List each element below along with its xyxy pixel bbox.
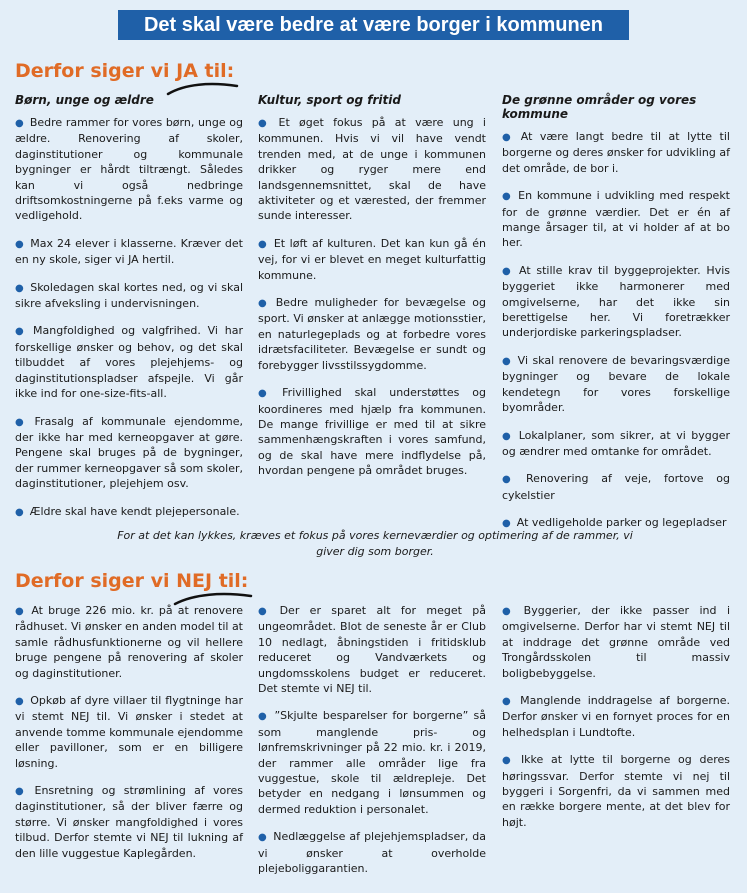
nej-column-2 — [258, 603, 486, 889]
list-item: ● Ensretning og strømlining af vores daginstitutioner, så der bliver færre og større. Vi ønsker mangfoldighed i vores tilbud. Derfor stemte vi NEJ til lukning af den lille vuggestue Kaplegården. — [15, 784, 243, 860]
list-item: ● Lokalplaner, som sikrer, at vi bygger og ændrer med omtanke for området. — [502, 428, 730, 458]
list-item: ● At bruge 226 mio. kr. på at renovere rådhuset. Vi ønsker en anden model til at samle rådhusfunktionerne og vil hellere bruge pengene på renovering af skoler og daginstitutioner. — [15, 604, 243, 680]
list-item: ● Frivillighed skal understøttes og koordineres med hjælp fra kommunen. De mange frivillige er med til at sikre sammenhængskraften i vores samfund, og de skal have mere indflydelse på, hvordan pengene på området bruges. — [258, 386, 486, 478]
list-item: ● Opkøb af dyre villaer til flygtninge har vi stemt NEJ til. Vi ønsker i stedet at anvende tomme kommunale ejendomme eller pavilloner, som er en billigere løsning. — [15, 694, 243, 770]
list-item: ● Manglende inddragelse af borgerne. Derfor ønsker vi en fornyet proces for en helhedsplan i Lundtofte. — [502, 694, 730, 739]
page-header: Det skal være bedre at være borger i kommunen — [118, 10, 629, 40]
list-item: ● Mangfoldighed og valgfrihed. Vi har forskellige ønsker og behov, og det skal tilbuddet af vores plejehjems- og daginstitutionspladser afspejle. Vi går ikke ind for one-size-fits-all. — [15, 324, 243, 401]
list-item: ● Et øget fokus på at være ung i kommunen. Hvis vi vil have vendt trenden med, at de unge i kommunen drikker og ryger mere end landsgennemsnittet, skal de have aktiviteter og et værested, der fremmer sunde interesser. — [258, 116, 486, 223]
list-item: ● Bedre muligheder for bevægelse og sport. Vi ønsker at anlægge motionsstier, en naturlegeplads og at forbedre vores idrætsfaciliteter. Bevægelse er sundt og forebygger livsstilssygdomme. — [258, 296, 486, 372]
list-item: ● Ikke at lytte til borgerne og deres høringssvar. Derfor stemte vi nej til byggeri i Sorgenfri, da vi sammen med en række borgere mente, at det blev for højt. — [502, 753, 730, 829]
column-heading: Kultur, sport og fritid — [258, 93, 401, 107]
ja-section-title: Derfor siger vi JA til: — [15, 60, 235, 82]
list-item: ● Byggerier, der ikke passer ind i omgivelserne. Derfor har vi stemt NEJ til at inddrage det grønne område ved Trongårdsskolen til massiv boligbebyggelse. — [502, 604, 730, 680]
summary-note: For at det kan lykkes, kræves et fokus på vores kerneværdier og optimering af de rammer, vi giver dig som borger. — [117, 529, 633, 558]
ja-column-3 — [502, 93, 730, 544]
ja-column-1 — [15, 93, 243, 532]
list-item: ● At være langt bedre til at lytte til borgerne og deres ønsker for udvikling af det område, de bor i. — [502, 130, 730, 175]
list-item: ● At stille krav til byggeprojekter. Hvis byggeriet ikke harmonerer med omgivelserne, har det ikke sin berettigelse her. Vi foretrækker underjordiske parkeringspladser. — [502, 263, 730, 340]
list-item: ● Frasalg af kommunale ejendomme, der ikke har med kerneopgaver at gøre. Pengene skal bruges på de bygninger, der rummer kerneopgaver så som skoler, daginstitutioner, plejehjem osv. — [15, 414, 243, 491]
column-heading: Børn, unge og ældre — [15, 93, 154, 107]
nej-section-title: Derfor siger vi NEJ til: — [15, 570, 249, 592]
list-item: ● Max 24 elever i klasserne. Kræver det en ny skole, siger vi JA hertil. — [15, 236, 243, 267]
list-item: ● Skoledagen skal kortes ned, og vi skal sikre afveksling i undervisningen. — [15, 280, 243, 311]
list-item: ● Bedre rammer for vores børn, unge og ældre. Renovering af skoler, daginstitutioner og kommunale bygninger er hårdt tiltrængt. Således kan vi også nedbringe driftsomkostningerne på f.eks varme og vedligehold. — [15, 116, 243, 223]
list-item: ● At vedligeholde parker og legepladser — [502, 516, 727, 530]
list-item: ● Der er sparet alt for meget på ungeområdet. Blot de seneste år er Club 10 nedlagt, åbningstiden i fritidsklub reduceret og Vandværkets og ungdomsskolens budget er reduceret. Det stemte vi NEJ til. — [258, 604, 486, 696]
list-item: ● En kommune i udvikling med respekt for de grønne værdier. Det er én af mange årsager til, at vi holder af at bo her. — [502, 189, 730, 250]
list-item: ● Et løft af kulturen. Det kan kun gå én vej, for vi er blevet en meget kulturfattig kommune. — [258, 236, 486, 282]
list-item: ● Renovering af veje, fortove og cykelstier — [502, 472, 730, 502]
column-heading: De grønne områder og vores kommune — [502, 93, 697, 121]
nej-column-3 — [502, 603, 730, 842]
list-item: ● Ældre skal have kendt plejepersonale. — [15, 504, 240, 518]
nej-column-1 — [15, 603, 243, 873]
list-item: ● Nedlæggelse af plejehjemspladser, da vi ønsker at overholde plejeboliggarantien. — [258, 830, 486, 876]
list-item: ● Vi skal renovere de bevaringsværdige bygninger og bevare de lokale kendetegn for vores forskellige byområder. — [502, 353, 730, 415]
list-item: ● ”Skjulte besparelser for borgerne” så som manglende pris- og lønfremskrivninger på 22 mio. kr. i 2019, der rammer alle områder lige fra vuggestue, skole til ældrepleje. Det betyder en nedgang i lønsummen og dermed reduktion i personalet. — [258, 709, 487, 816]
ja-column-2 — [258, 93, 486, 491]
